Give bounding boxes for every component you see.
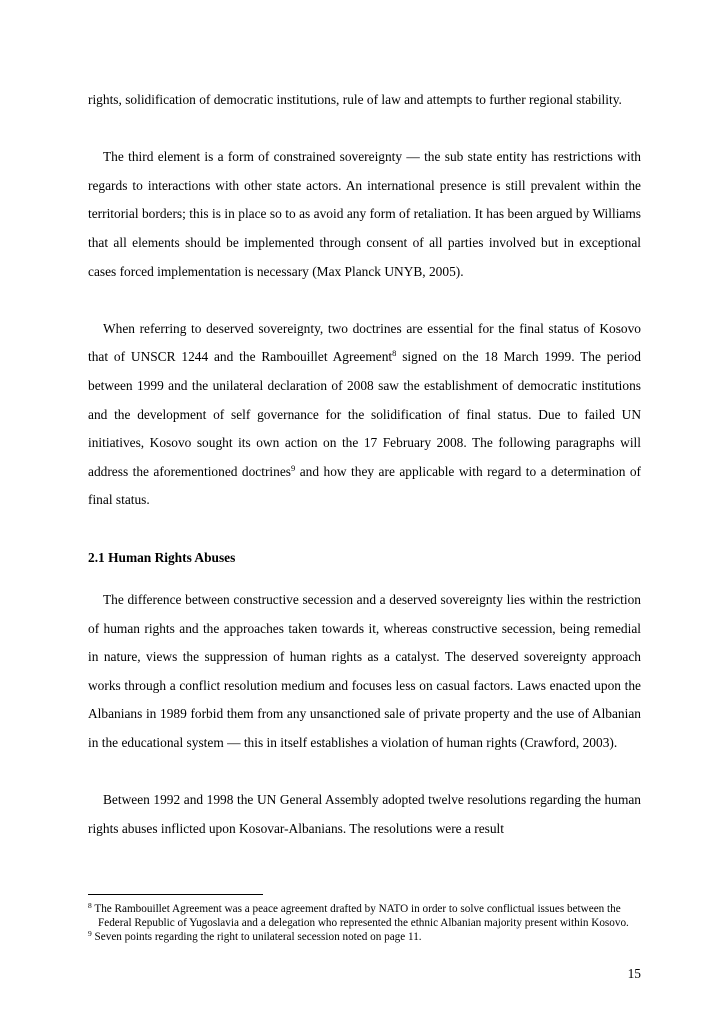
- footnote-text: Seven points regarding the right to unilateral secession noted on page 11.: [94, 931, 422, 944]
- page-number: 15: [627, 966, 641, 981]
- paragraph-un-resolutions: Between 1992 and 1998 the UN General Assembly adopted twelve resolutions regarding the human rights abuses inflicted upon Kosovar-Albanians. The resolutions were a result: [88, 792, 641, 836]
- paragraph-text: and how they are applicable with regard to a determination of final status.: [88, 463, 642, 508]
- paragraph-human-rights: The difference between constructive secession and a deserved sovereignty lies within the restriction of human rights and the approaches taken towards it, whereas constructive secession, being remedial in nature, views the suppression of human rights as a catalyst. The deserved sovereignty approach works through a conflict resolution medium and focuses less on casual factors. Laws enacted upon the Albanians in 1989 forbid them from any unsanctioned sale of private property and the use of Albanian in the educational system — this in itself establishes a violation of human rights (Crawford, 2003).: [88, 592, 641, 751]
- footnote-number: 9: [88, 929, 92, 939]
- footnote-number: 8: [88, 901, 92, 910]
- footnote-ref-8[interactable]: 8: [392, 348, 397, 359]
- paragraph-constrained-sovereignty: The third element is a form of constrained sovereignty — the sub state entity has restrictions with regards to interactions with other state actors. An international presence is still prevalent within the territorial borders; this is in place so to as avoid any form of retaliation. It has been argued by Williams that all elements should be implemented through consent of all parties involved but in exceptional cases forced implementation is necessary (Max Planck UNYB, 2005).: [88, 149, 641, 279]
- footnote-8: [88, 902, 641, 930]
- paragraph-continuation: rights, solidification of democratic institutions, rule of law and attempts to further regional stability.: [88, 92, 622, 107]
- body-text: [88, 86, 641, 872]
- footnote-divider: [88, 894, 263, 895]
- paragraph-deserved-sovereignty: [88, 315, 641, 515]
- footnote-9: [88, 930, 641, 944]
- paragraph-text: signed on the 18 March 1999. The period between 1999 and the unilateral declaration of 2008 saw the establishment of democratic institutions and the development of self governance for the solidification of final status. Due to failed UN initiatives, Kosovo sought its own action on the 17 February 2008. The following paragraphs will address the aforementioned doctrines: [88, 349, 641, 479]
- section-heading: 2.1 Human Rights Abuses: [88, 549, 236, 565]
- footnotes: [88, 902, 641, 945]
- paragraph-text: When referring to deserved sovereignty, two doctrines are essential for the final status of Kosovo that of UNSCR 1244 and the Rambouillet Agreement: [88, 320, 641, 365]
- footnote-ref-9[interactable]: 9: [291, 462, 296, 473]
- footnote-text: The Rambouillet Agreement was a peace agreement drafted by NATO in order to solve conflictual issues between the Federal Republic of Yugoslavia and a delegation who represented the ethnic Albanian majority present within Kosovo.: [94, 903, 629, 930]
